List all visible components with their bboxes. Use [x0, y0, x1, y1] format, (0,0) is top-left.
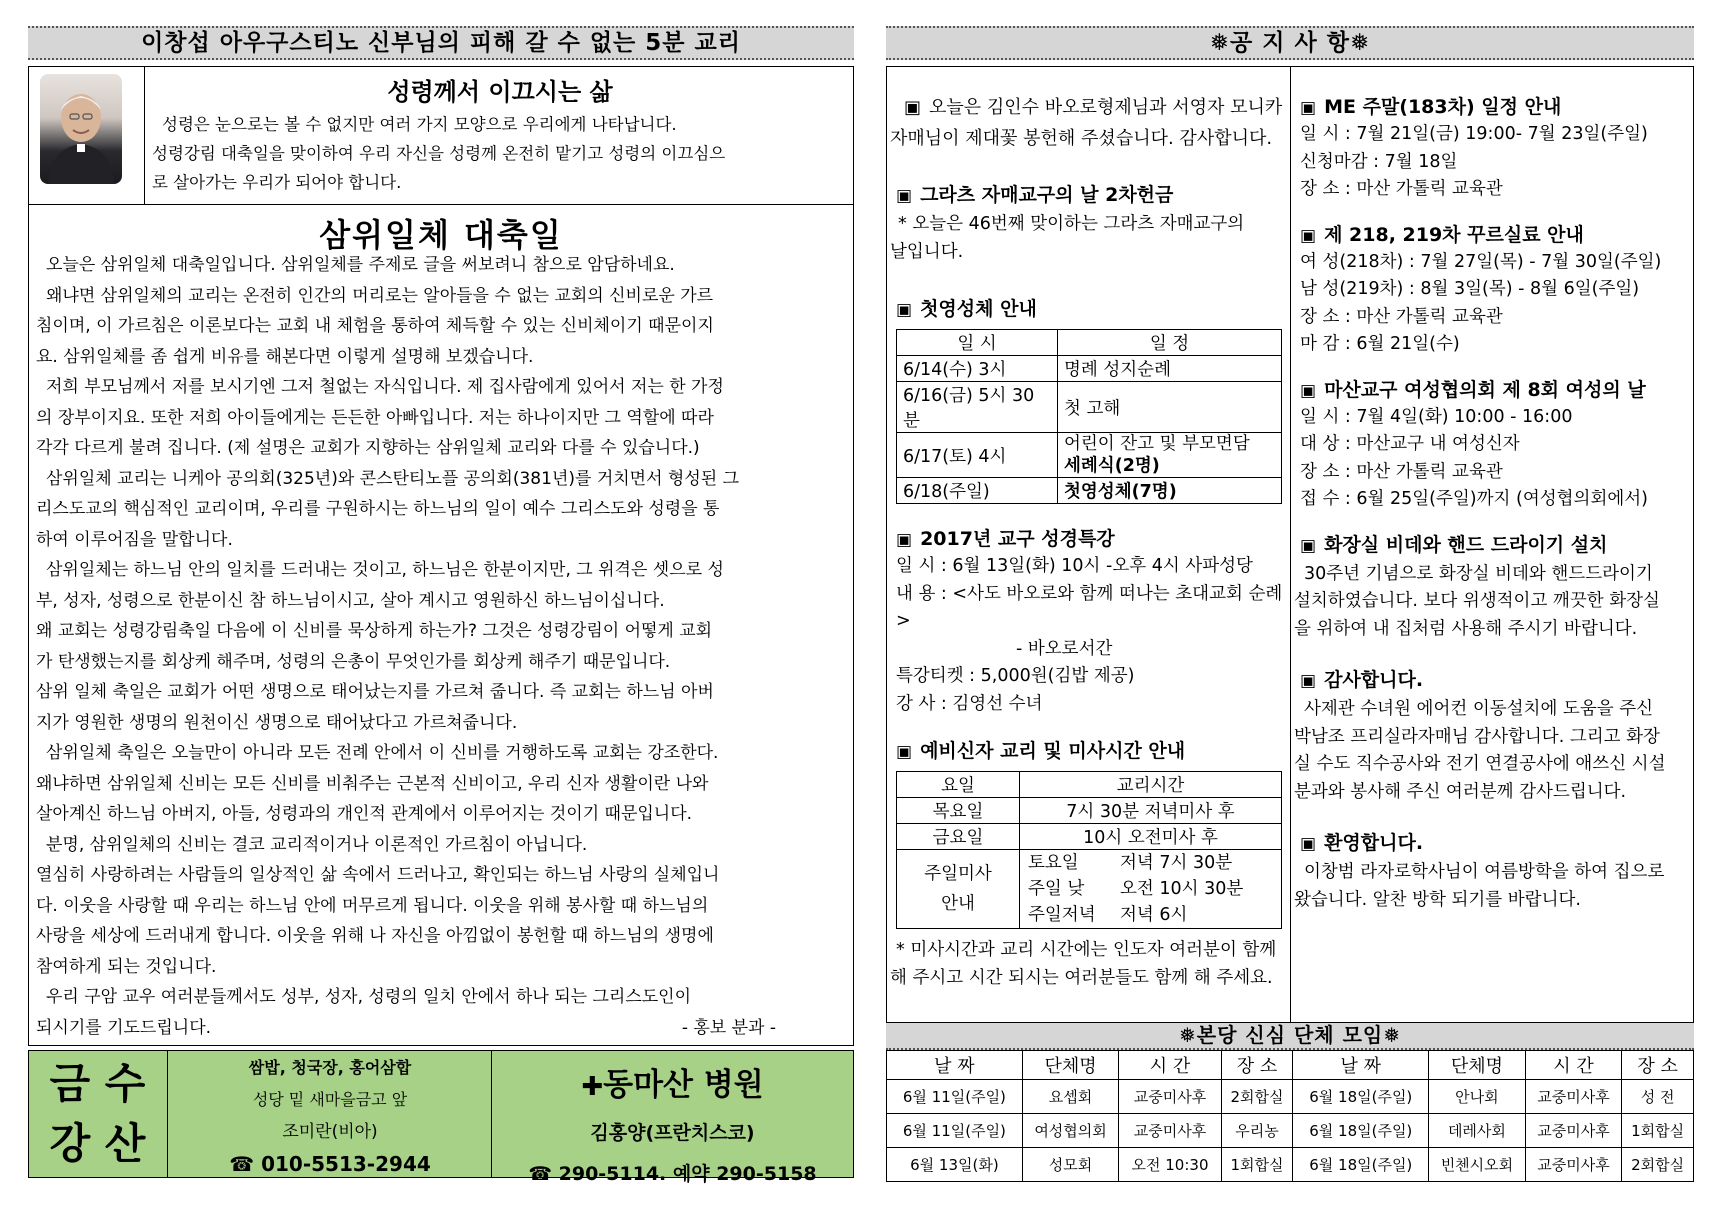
cross-icon: ✚ — [581, 1072, 604, 1102]
notice-thanks: ▣ 감사합니다. 사제관 수녀원 에어컨 이동설치에 도움을 주신 박남조 프리실라자매님 감사합니다. 그리고 화장 실 수도 직수공사와 전기 연결공사에 애쓰신 시설 분과와 봉사해 주신 여러분께 감사드립니다. — [1294, 669, 1666, 802]
notice-flowers: ▣ 오늘은 김인수 바오로형제님과 서영자 모니카 자매님이 제대꽃 봉헌해 주셨습니다. 감사합니다. — [890, 97, 1283, 149]
table-row: 6/16(금) 5시 30분 첫 고해 — [897, 382, 1282, 433]
article-body: 오늘은 삼위일체 대축일입니다. 삼위일체를 주제로 글을 써보려니 참으로 암담하네요. 왜냐면 삼위일체의 교리는 온전히 인간의 머리로는 알아들을 수 없는 교회의 신비로운 가르 침이며, 이 가르침은 이론보다는 교회 내 체험을 통하여 체득할 수 있는 신비체이기 때문이지 요. 삼위일체를 좀 쉽게 비유를 해본다면 이렇게 설명해 보겠습니다. 저희 부모님께서 저를 보시기엔 그저 철없는 자식입니다. 제 집사람에게 있어서 저는 한 가정 의 장부이지요. 또한 저희 아이들에게는 든든한 아빠입니다. 저는 하나이지만 그 역할에 따라 각각 다르게 불려 집니다. (제 설명은 교회가 지향하는 삼위일체 교리와 다를 수 있습니다.) 삼위일체 교리는 니케아 공의회(325년)와 콘스탄티노플 공의회(381년)를 거치면서 형성된 그 리스도교의 핵심적인 교리이며, 우리를 구원하시는 하느님의 일이 예수 그리스도와 성령을 통 하여 이루어짐을 말합니다. 삼위일체는 하느님 안의 일치를 드러내는 것이고, 하느님은 한분이지만, 그 위격은 셋으로 성 부, 성자, 성령으로 한분이신 참 하느님이시고, 살아 계시고 영원하신 하느님이십니다. 왜 교회는 성령강림축일 다음에 이 신비를 묵상하게 하는가? 그것은 성령강림이 어떻게 교회 가 탄생했는지를 회상케 해주며, 성령의 은총이 무엇인가를 회상케 해주기 때문입니다. 삼위 일체 축일은 교회가 어떤 생명으로 태어났는지를 가르쳐 줍니다. 즉 교회는 하느님 아버 지가 영원한 생명의 원천이신 생명으로 태어났다고 가르쳐줍니다. 삼위일체 축일은 오늘만이 아니라 모든 전례 안에서 이 신비를 거행하도록 교회는 강조한다. 왜냐하면 삼위일체 신비는 모든 신비를 비춰주는 근본적 신비이고, 우리 신자 생활이란 나와 살아계신 하느님 아버지, 아들, 성령과의 개인적 관계에서 이루어지는 것이기 때문입니다. 분명, 삼위일체의 신비는 결코 교리적이거나 이론적인 가르침이 아닙니다. 열심히 사랑하려는 사람들의 일상적인 삶 속에서 드러나고, 확인되는 하느님 사랑의 실체입니 다. 이웃을 사랑할 때 우리는 하느님 안에 머무르게 됩니다. 이웃을 위해 봉사할 때 하느님의 사랑을 세상에 드러내게 합니다. 이웃을 위해 나 자신을 아낌없이 봉헌할 때 하느님의 생명에 참여하게 되는 것입니다. 우리 구암 교우 여러분들께서도 성부, 성자, 성령의 일치 안에서 하나 되는 그리스도인이 되시기를 기도드립니다. - 홍보 분과 - — [36, 250, 846, 1043]
priest-portrait-icon — [40, 74, 122, 184]
square-bullet-icon: ▣ — [904, 97, 922, 118]
ad-hospital-name: 동마산 병원 — [603, 1067, 764, 1103]
notice-me-weekend: ▣ ME 주말(183차) 일정 안내 일 시 : 7월 21일(금) 19:00- 7월 23일(주일) 신청마감 : 7월 18일 장 소 : 마산 가톨릭 교육관 — [1300, 96, 1648, 199]
catechumen-table: 요일 교리시간 목요일 7시 30분 저녁미사 후 금요일 10시 오전미사 후 주일미사 안내 토요일 저녁 7시 30분 주일 낮 오전 10시 30분 주일저녁 저녁 6시 — [896, 771, 1282, 929]
article-title: 삼위일체 대축일 — [319, 216, 563, 254]
priest-photo — [40, 74, 122, 184]
ad-hospital-person: 김홍양(프란치스코) — [590, 1122, 755, 1144]
notice-graz: ▣ 그라츠 자매교구의 날 2차헌금 * 오늘은 46번째 맞이하는 그라츠 자매교구의 날입니다. — [890, 184, 1245, 262]
intro-divider-h — [28, 204, 854, 205]
square-bullet-icon: ▣ — [896, 530, 913, 550]
notices-col-divider — [1290, 66, 1291, 1026]
ad-hospital-phone: ☎ 290-5114. 예약 290-5158 — [528, 1163, 817, 1185]
table-row: 6/17(토) 4시 어린이 잔고 및 부모면담 세례식(2명) — [897, 433, 1282, 478]
notices-col2 — [1294, 92, 1690, 914]
notice-bidet: ▣ 화장실 비데와 핸드 드라이기 설치 30주년 기념으로 화장실 비데와 핸드드라이기 설치하였습니다. 보다 위생적이고 깨끗한 화장실 을 위하여 내 집처럼 사용해 주시기 바랍니다. — [1294, 533, 1660, 639]
groups-table: 날 짜 단체명 시 간 장 소 날 짜 단체명 시 간 장 소 6월 11일(주일) 요셉회 교중미사후 2회합실 6월 18일(주일) 안나회 교중미사후 성 전 6월 11일(주일) 여성협의회 교중미사후 우리농 6월 18일(주일) 데레사회 교중미사후 1회합실 6월 13일(화) 성모회 오전 10:30 1회합실 6월 18일(주일) 빈첸시오회 교중미사후 2회합실 — [886, 1050, 1694, 1182]
notice-welcome: ▣ 환영합니다. 이창범 라자로학사님이 여름방학을 하여 집으로 왔습니다. 알찬 방학 되기를 바랍니다. — [1294, 832, 1665, 910]
notice-first-communion: ▣ 첫영성체 안내 일 시 일 정 6/14(수) 3시 명례 성지순례 6/16(금) 5시 30분 첫 고해 6/17(토) 4시 어린이 잔고 및 부모면담 세례식(2명) 6/18(주일) 첫영성체(7명) — [890, 294, 1284, 504]
square-bullet-icon: ▣ — [1300, 225, 1317, 246]
square-bullet-icon: ▣ — [1300, 380, 1317, 401]
groups-title: ❅본당 신심 단체 모임❅ — [886, 1022, 1694, 1050]
notice-women-day: ▣ 마산교구 여성협의회 제 8회 여성의 날 일 시 : 7월 4일(화) 10:00 - 16:00 대 상 : 마산교구 내 여성신자 장 소 : 마산 가톨릭 교육관 접 수 : 6월 25일(주일)까지 (여성협의회에서) — [1300, 378, 1648, 509]
table-row: 주일미사 안내 토요일 저녁 7시 30분 주일 낮 오전 10시 30분 주일저녁 저녁 6시 — [897, 850, 1282, 929]
article-signature: - 홍보 분과 - — [681, 1017, 776, 1038]
table-row: 6/18(주일) 첫영성체(7명) — [897, 478, 1282, 504]
intro-title: 성령께서 이끄시는 삶 — [387, 78, 613, 106]
first-communion-table: 일 시 일 정 6/14(수) 3시 명례 성지순례 6/16(금) 5시 30분 첫 고해 6/17(토) 4시 어린이 잔고 및 부모면담 세례식(2명) 6/18(주일) 첫영성체(7명) — [896, 329, 1282, 504]
notice-cursillo: ▣ 제 218, 219차 꾸르실료 안내 여 성(218차) : 7월 27일(목) - 7월 30일(주일) 남 성(219차) : 8월 3일(목) - 8월 6일(주일) 장 소 : 마산 가톨릭 교육관 마 감 : 6월 21일(수) — [1300, 223, 1662, 354]
square-bullet-icon: ▣ — [1300, 98, 1317, 118]
table-row: 6월 11일(주일) 요셉회 교중미사후 2회합실 6월 18일(주일) 안나회 교중미사후 성 전 — [887, 1080, 1694, 1114]
left-header: 이창섭 아우구스티노 신부님의 피해 갈 수 없는 5분 교리 — [28, 26, 854, 60]
right-header: ❅공 지 사 항❅ — [886, 26, 1694, 60]
table-row: 금요일 10시 오전미사 후 — [897, 824, 1282, 850]
notice-bible-lecture: ▣ 2017년 교구 성경특강 일 시 : 6월 13일(화) 10시 -오후 4시 사파성당 내 용 : <사도 바오로와 함께 떠나는 초대교회 순례> - 바오로서간 특강티켓 : 5,000원(김밥 제공) 강 사 : 김영선 수녀 — [896, 528, 1283, 714]
notices-col1 — [890, 92, 1284, 992]
table-row: 6/14(수) 3시 명례 성지순례 — [897, 356, 1282, 382]
table-row: 6월 13일(화) 성모회 오전 10:30 1회합실 6월 18일(주일) 빈첸시오회 교중미사후 2회합실 — [887, 1148, 1694, 1182]
intro-text: 성령은 눈으로는 볼 수 없지만 여러 가지 모양으로 우리에게 나타납니다. 성령강림 대축일을 맞이하여 우리 자신을 성령께 온전히 맡기고 성령의 이끄심으 로 살아가는 우리가 되어야 합니다. — [152, 115, 726, 192]
square-bullet-icon: ▣ — [896, 742, 913, 762]
square-bullet-icon: ▣ — [1300, 671, 1317, 691]
notice-catechumen: ▣ 예비신자 교리 및 미사시간 안내 요일 교리시간 목요일 7시 30분 저녁미사 후 금요일 10시 오전미사 후 주일미사 안내 토요일 저녁 7시 30분 주일 낮 오전 10시 30분 주일저녁 저녁 6시 * 미사시간과 교리 시간에는 인도자 여러분이 함께 해 주시고 시간 되시는 여러분들도 함께 해 주세요. — [890, 736, 1284, 992]
square-bullet-icon: ▣ — [1300, 535, 1317, 556]
table-row: 6월 11일(주일) 여성협의회 교중미사후 우리농 6월 18일(주일) 데레사회 교중미사후 1회합실 — [887, 1114, 1694, 1148]
table-row: 목요일 7시 30분 저녁미사 후 — [897, 798, 1282, 824]
intro-divider-v — [144, 66, 145, 205]
square-bullet-icon: ▣ — [1300, 834, 1317, 854]
ad-hospital — [491, 1050, 854, 1185]
ad-restaurant-phone: ☎ 010-5513-2944 — [229, 1152, 431, 1176]
ad-restaurant-details: 쌈밥, 청국장, 홍어삼합 성당 밑 새마을금고 앞 조미란(비아) ☎ 010-5513-2944 — [168, 1050, 492, 1180]
ad-restaurant-name: 금 수 강 산 — [28, 1050, 168, 1178]
square-bullet-icon: ▣ — [896, 300, 913, 320]
square-bullet-icon: ▣ — [896, 186, 913, 206]
